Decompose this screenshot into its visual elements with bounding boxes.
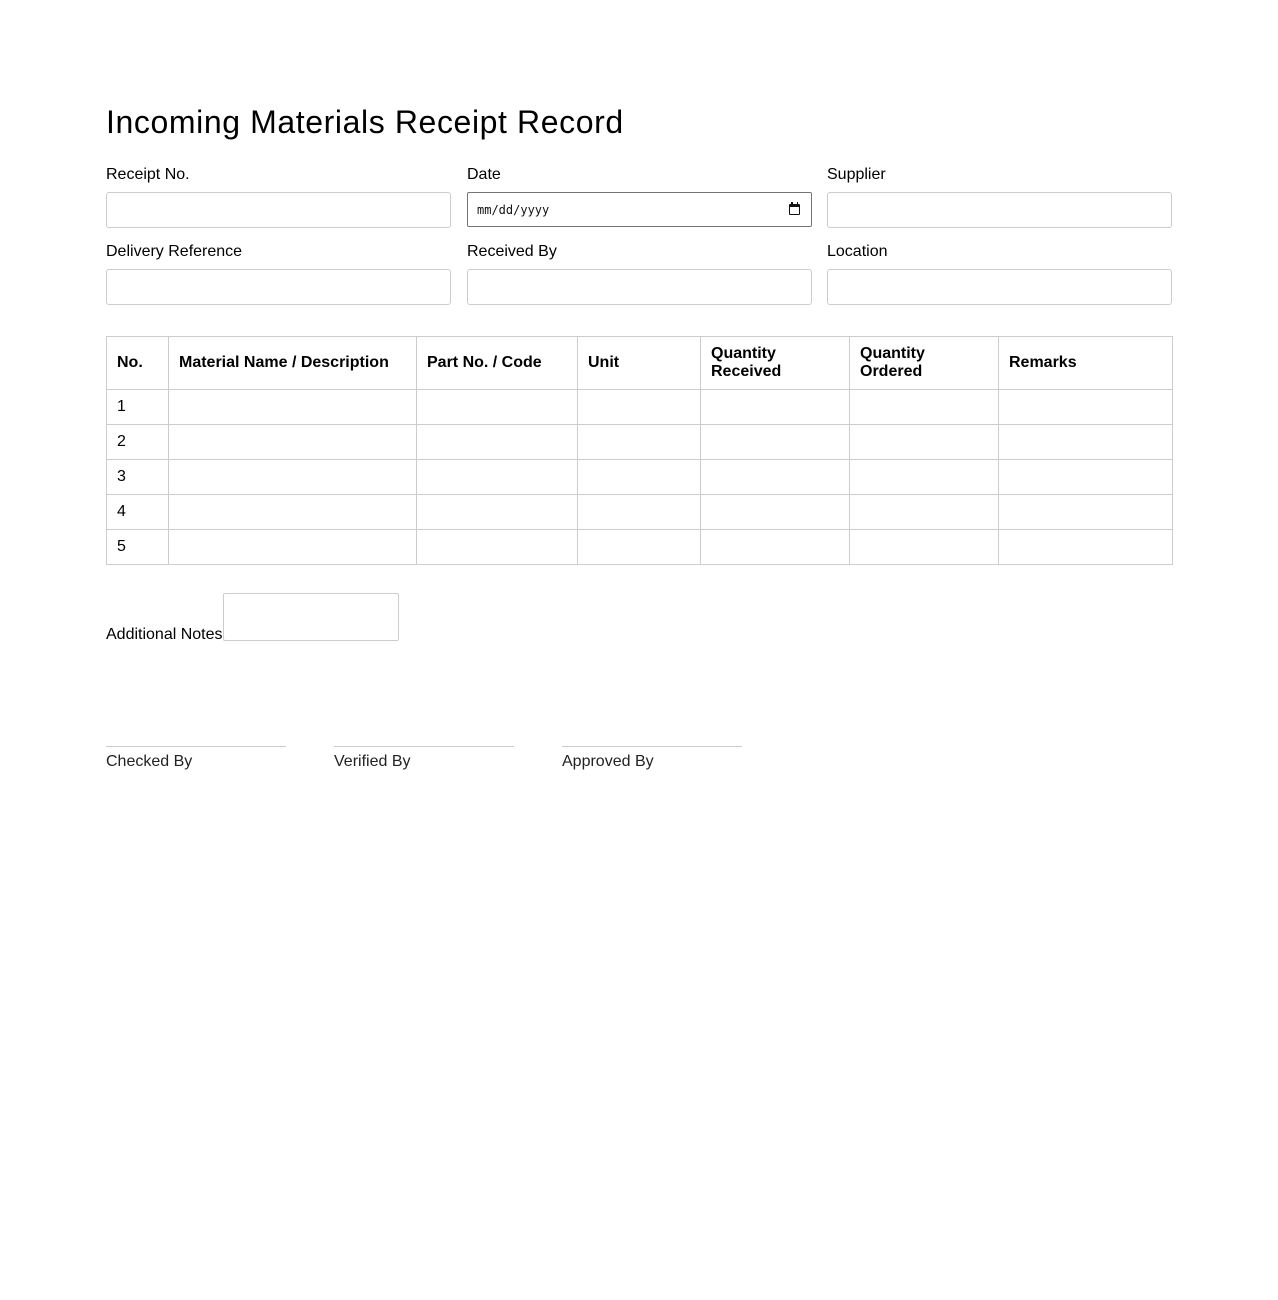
additional-notes-label: Additional Notes bbox=[106, 626, 223, 643]
receipt-no-label: Receipt No. bbox=[106, 166, 190, 183]
row-number: 4 bbox=[107, 495, 169, 530]
remarks-cell[interactable] bbox=[999, 460, 1173, 495]
date-placeholder: mm/dd/yyyy bbox=[477, 203, 550, 217]
calendar-icon[interactable] bbox=[789, 204, 800, 215]
quantity-ordered-cell[interactable] bbox=[850, 425, 999, 460]
quantity-received-cell[interactable] bbox=[701, 460, 850, 495]
remarks-cell[interactable] bbox=[999, 425, 1173, 460]
approved-by-signature[interactable] bbox=[562, 746, 742, 770]
remarks-cell[interactable] bbox=[999, 390, 1173, 425]
part-no-cell[interactable] bbox=[417, 495, 578, 530]
date-input[interactable] bbox=[467, 192, 812, 227]
supplier-input[interactable] bbox=[827, 192, 1172, 228]
receipt-no-input[interactable] bbox=[106, 192, 451, 228]
row-number: 2 bbox=[107, 425, 169, 460]
quantity-ordered-cell[interactable] bbox=[850, 460, 999, 495]
page-title: Incoming Materials Receipt Record bbox=[106, 104, 624, 140]
checked-by-signature[interactable] bbox=[106, 746, 286, 770]
row-number: 3 bbox=[107, 460, 169, 495]
delivery-reference-label: Delivery Reference bbox=[106, 243, 243, 260]
materials-table bbox=[106, 336, 1173, 565]
unit-cell[interactable] bbox=[578, 425, 701, 460]
supplier-label: Supplier bbox=[827, 166, 886, 183]
remarks-cell[interactable] bbox=[999, 530, 1173, 565]
quantity-received-cell[interactable] bbox=[701, 495, 850, 530]
column-header-part-no: Part No. / Code bbox=[417, 337, 578, 390]
supplier-field bbox=[827, 166, 1172, 184]
quantity-ordered-cell[interactable] bbox=[850, 390, 999, 425]
column-header-unit: Unit bbox=[578, 337, 701, 390]
unit-cell[interactable] bbox=[578, 460, 701, 495]
remarks-cell[interactable] bbox=[999, 495, 1173, 530]
column-header-no: No. bbox=[107, 337, 169, 390]
quantity-received-cell[interactable] bbox=[701, 530, 850, 565]
quantity-ordered-cell[interactable] bbox=[850, 495, 999, 530]
received-by-label: Received By bbox=[467, 243, 557, 260]
row-number: 1 bbox=[107, 390, 169, 425]
unit-cell[interactable] bbox=[578, 390, 701, 425]
column-header-remarks: Remarks bbox=[999, 337, 1173, 390]
date-field bbox=[467, 166, 812, 217]
column-header-quantity-received: Quantity Received bbox=[701, 337, 850, 390]
location-input[interactable] bbox=[827, 269, 1172, 305]
table-header-row bbox=[107, 337, 1173, 390]
table-row bbox=[107, 460, 1173, 495]
material-cell[interactable] bbox=[169, 530, 417, 565]
quantity-received-cell[interactable] bbox=[701, 390, 850, 425]
verified-by-label: Verified By bbox=[334, 753, 411, 770]
delivery-reference-field bbox=[106, 243, 451, 261]
verified-by-signature[interactable] bbox=[334, 746, 514, 770]
table-row bbox=[107, 390, 1173, 425]
material-cell[interactable] bbox=[169, 495, 417, 530]
part-no-cell[interactable] bbox=[417, 425, 578, 460]
date-label: Date bbox=[467, 166, 501, 183]
location-label: Location bbox=[827, 243, 888, 260]
receipt-no-field bbox=[106, 166, 451, 184]
column-header-quantity-ordered: Quantity Ordered bbox=[850, 337, 999, 390]
part-no-cell[interactable] bbox=[417, 460, 578, 495]
quantity-ordered-cell[interactable] bbox=[850, 530, 999, 565]
location-field bbox=[827, 243, 1172, 261]
material-cell[interactable] bbox=[169, 425, 417, 460]
column-header-material: Material Name / Description bbox=[169, 337, 417, 390]
table-row bbox=[107, 530, 1173, 565]
table-row bbox=[107, 425, 1173, 460]
received-by-input[interactable] bbox=[467, 269, 812, 305]
additional-notes-textarea[interactable] bbox=[223, 593, 399, 641]
checked-by-label: Checked By bbox=[106, 753, 193, 770]
unit-cell[interactable] bbox=[578, 530, 701, 565]
approved-by-label: Approved By bbox=[562, 753, 654, 770]
table-row bbox=[107, 495, 1173, 530]
material-cell[interactable] bbox=[169, 460, 417, 495]
unit-cell[interactable] bbox=[578, 495, 701, 530]
row-number: 5 bbox=[107, 530, 169, 565]
material-cell[interactable] bbox=[169, 390, 417, 425]
part-no-cell[interactable] bbox=[417, 530, 578, 565]
received-by-field bbox=[467, 243, 812, 261]
part-no-cell[interactable] bbox=[417, 390, 578, 425]
delivery-reference-input[interactable] bbox=[106, 269, 451, 305]
quantity-received-cell[interactable] bbox=[701, 425, 850, 460]
